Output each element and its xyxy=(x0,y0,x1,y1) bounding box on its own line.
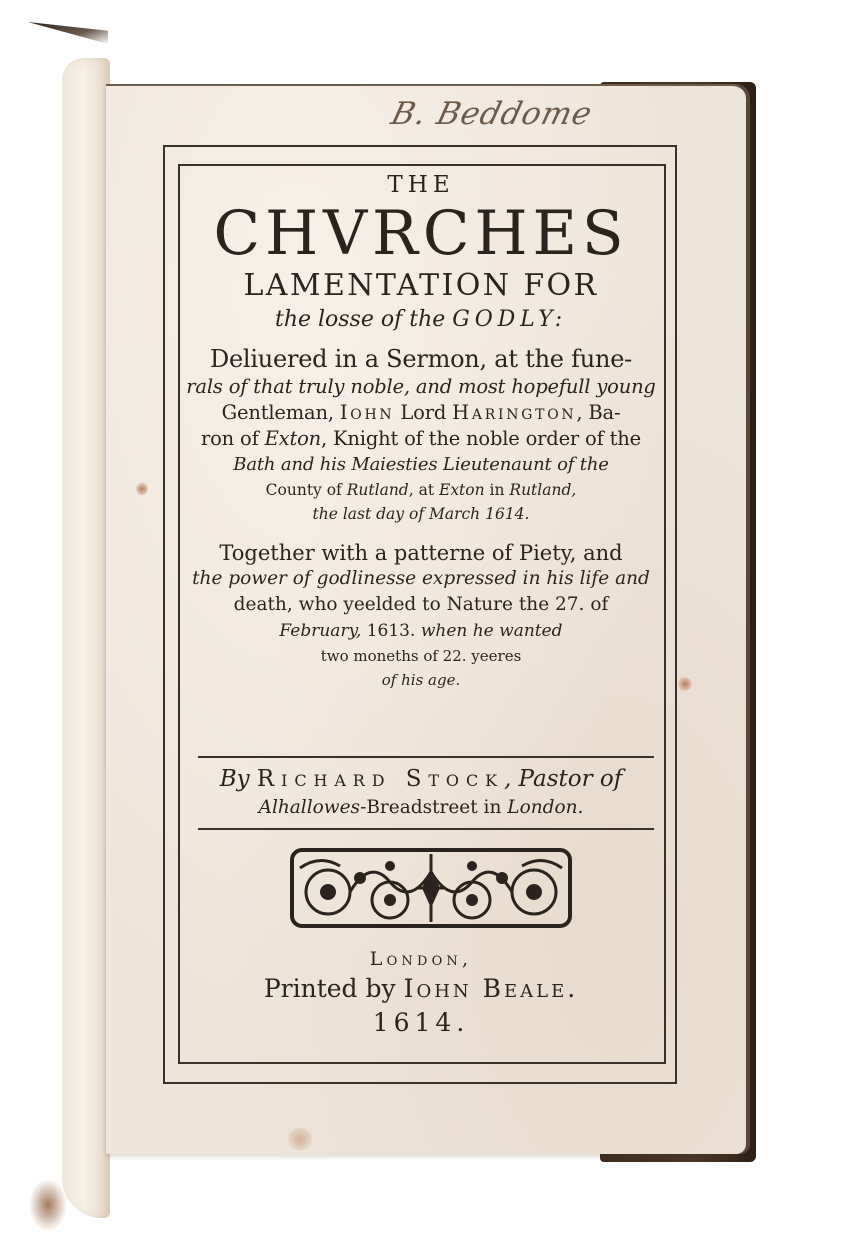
place-rutland: Rutland, xyxy=(509,481,577,499)
subtitle-line-4 xyxy=(182,426,660,452)
title-the: THE xyxy=(387,172,455,198)
text: Printed by xyxy=(263,974,404,1003)
printer-name: Iohn Beale. xyxy=(403,974,579,1003)
place-rutland: Rutland xyxy=(346,481,409,499)
together-line-1: Together with a patterne of Piety, and xyxy=(219,541,623,565)
imprint-year: 1614. xyxy=(372,1008,470,1037)
floral-ornament-icon xyxy=(290,848,572,928)
foxing-stain xyxy=(286,1128,314,1150)
flyleaf-tip xyxy=(28,22,108,44)
place-exton: Exton xyxy=(264,427,322,450)
text: By xyxy=(219,766,257,792)
text: , at xyxy=(408,481,439,499)
text: ron of xyxy=(201,427,265,450)
author-role: , Pastor of xyxy=(503,766,623,792)
text: February, xyxy=(279,621,362,641)
together-line-5: two moneths of 22. yeeres xyxy=(320,647,522,665)
together-line-4 xyxy=(182,618,660,644)
subtitle-line-1: Deliuered in a Sermon, at the fune- xyxy=(209,345,633,373)
together-line-6: of his age. xyxy=(381,671,461,689)
author-block xyxy=(182,764,660,822)
subtitle-line-7: the last day of March 1614. xyxy=(312,505,530,523)
together-line-3: death, who yeelded to Nature the 27. of xyxy=(233,594,609,615)
together-line-2: the power of godlinesse expressed in his life and xyxy=(192,568,650,589)
foxing-stain xyxy=(30,1180,66,1230)
title-chvrches: CHVRCHES xyxy=(213,198,629,269)
subtitle-line-6 xyxy=(182,478,660,502)
subtitle-line-5: Bath and his Maiesties Lieutenaunt of the xyxy=(233,454,609,475)
title-godly: GODLY: xyxy=(452,307,568,332)
ownership-inscription: B. Beddome xyxy=(387,96,597,132)
text: Lord xyxy=(394,401,453,424)
title-lamentation: LAMENTATION FOR xyxy=(243,268,599,303)
text: County of xyxy=(265,481,347,499)
foxing-stain xyxy=(136,482,148,496)
horizontal-rule xyxy=(198,756,654,758)
text: , Knight of the noble order of the xyxy=(321,427,641,450)
text: when he wanted xyxy=(420,621,563,641)
text: Gentleman, xyxy=(221,401,340,424)
horizontal-rule xyxy=(198,828,654,830)
subtitle-line-2: rals of that truly noble, and most hopefull young xyxy=(186,375,656,398)
title-losse-line xyxy=(182,304,660,336)
text: 1613. xyxy=(361,621,421,641)
text: Alhallowes xyxy=(258,797,361,818)
text: in xyxy=(484,481,510,499)
name-iohn: Iohn xyxy=(339,401,395,424)
imprint-printer-line xyxy=(182,972,660,1006)
author-line-1 xyxy=(182,764,660,794)
name-harington: Harington xyxy=(452,401,577,424)
place-exton: Exton xyxy=(439,481,485,499)
imprint-block xyxy=(182,946,660,1040)
author-line-2 xyxy=(182,794,660,822)
foxing-stain xyxy=(678,677,692,691)
title-page-text xyxy=(182,168,660,692)
text: -Breadstreet in xyxy=(360,797,508,818)
title-losse-italic: the losse of the xyxy=(274,307,446,332)
text: , Ba- xyxy=(576,401,621,424)
flyleaf-edge xyxy=(62,58,110,1218)
text: London. xyxy=(507,797,584,818)
subtitle-line-3 xyxy=(182,400,660,426)
author-name: Richard Stock xyxy=(256,766,504,792)
imprint-place: London, xyxy=(369,948,473,970)
